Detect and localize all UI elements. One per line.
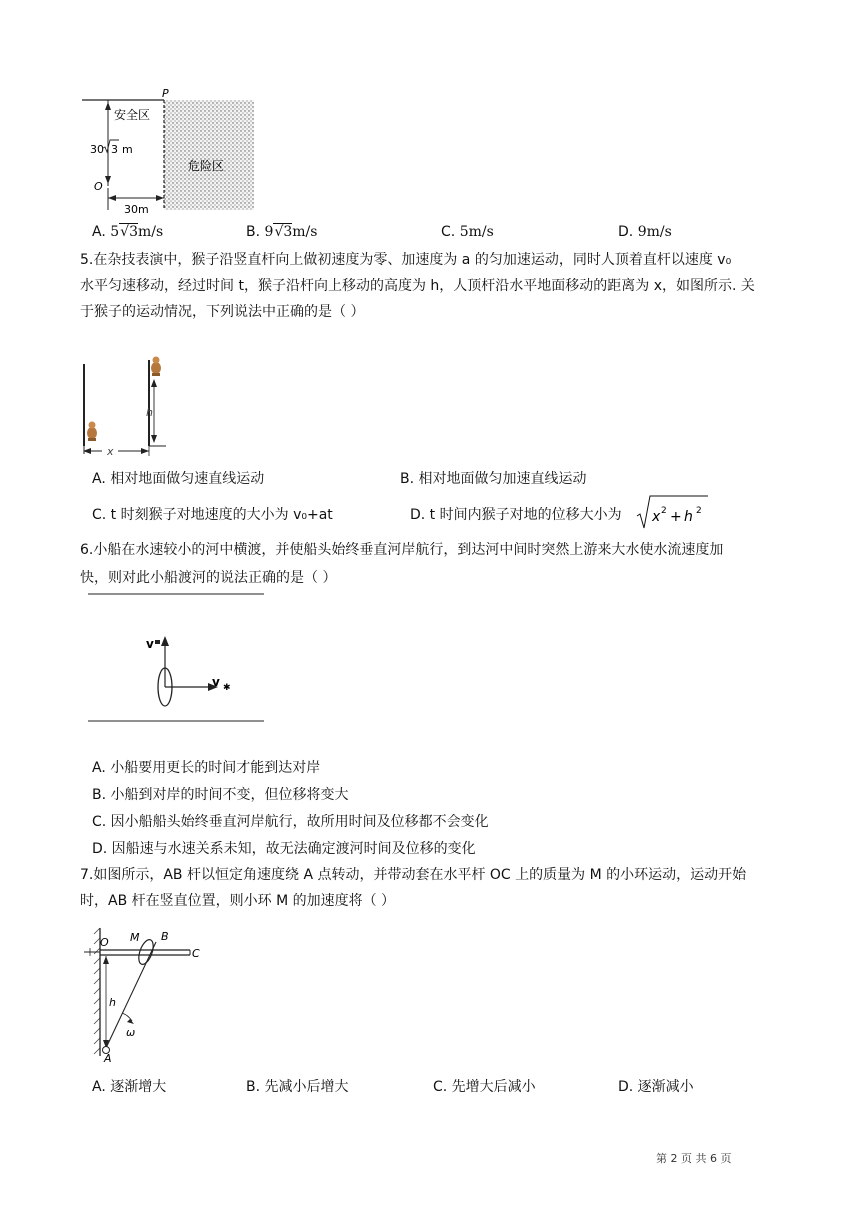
label-omega: ω	[126, 1026, 136, 1039]
q7-stem-line-1: 7.如图所示，AB 杆以恒定角速度绕 A 点转动，并带动套在水平杆 OC 上的质量为 M 的小环运动，运动开始	[80, 867, 747, 883]
q5-stem-line-2: 水平匀速移动，经过时间 t，猴子沿杆向上移动的高度为 h，人顶杆沿水平地面移动的距离为 x，如图所示. 关	[80, 278, 755, 294]
label-width: 30m	[124, 203, 149, 216]
label-c: C	[192, 947, 200, 960]
q4-option-a[interactable]: A. 5√3m/s	[92, 224, 164, 240]
q6-option-c[interactable]: C. 因小船船头始终垂直河岸航行，故所用时间及位移都不会变化	[92, 814, 489, 830]
page-number: 第 2 页 共 6 页	[656, 1152, 732, 1165]
figure-monkey-pole	[80, 354, 180, 462]
q5-option-d[interactable]: D. t 时间内猴子对地的位移大小为	[410, 507, 622, 523]
sqrt-sign-icon: √3	[274, 224, 293, 240]
figure-boat-river	[84, 590, 268, 724]
q4-option-b[interactable]: B. 9√3m/s	[246, 224, 318, 240]
label-h: h	[109, 996, 116, 1009]
svg-text:+: +	[670, 509, 682, 525]
q5-stem-line-1: 5.在杂技表演中，猴子沿竖直杆向上做初速度为零、加速度为 a 的匀加速运动，同时人顶着直杆以速度 v₀	[80, 252, 732, 268]
q7-option-d[interactable]: D. 逐渐减小	[618, 1079, 694, 1095]
label-x: x	[107, 445, 114, 458]
sqrt-sign-icon: √3	[120, 224, 138, 240]
q6-stem-line-1: 6.小船在水速较小的河中横渡，并使船头始终垂直河岸航行，到达河中间时突然上游来大水使水流速度加	[80, 542, 724, 558]
label-height-num: 30	[90, 143, 104, 156]
q6-option-b[interactable]: B. 小船到对岸的时间不变，但位移将变大	[92, 787, 349, 803]
figure-river-zones	[80, 86, 260, 216]
q5-option-a[interactable]: A. 相对地面做匀速直线运动	[92, 471, 265, 487]
svg-text:x: x	[652, 509, 661, 525]
label-o: O	[100, 936, 109, 949]
q6-option-a[interactable]: A. 小船要用更长的时间才能到达对岸	[92, 760, 321, 776]
q5-option-b[interactable]: B. 相对地面做匀加速直线运动	[400, 471, 587, 487]
figure-rotating-rod	[82, 926, 212, 1062]
label-a: A	[104, 1052, 112, 1062]
q6-stem-line-2: 快，则对此小船渡河的说法正确的是（ ）	[80, 570, 337, 586]
q7-option-b[interactable]: B. 先减小后增大	[246, 1079, 349, 1095]
svg-text:2: 2	[696, 506, 702, 516]
boat-subscript-mark	[155, 640, 160, 644]
label-m: M	[130, 931, 140, 944]
svg-text:2: 2	[661, 506, 667, 516]
formula-sqrt-x2-h2	[636, 494, 710, 532]
label-p: P	[162, 87, 169, 100]
label-o: O	[94, 180, 103, 193]
label-b: B	[161, 930, 169, 943]
label-danger-zone: 危险区	[188, 159, 225, 173]
q5-option-c[interactable]: C. t 时刻猴子对地速度的大小为 v₀+at	[92, 507, 333, 523]
q6-option-d[interactable]: D. 因船速与水速关系未知，故无法确定渡河时间及位移的变化	[92, 841, 476, 857]
label-height-rad: 3	[111, 143, 118, 156]
label-h: h	[146, 406, 153, 419]
water-subscript-mark: ✱	[223, 683, 231, 693]
q7-option-a[interactable]: A. 逐渐增大	[92, 1079, 167, 1095]
q4-option-c[interactable]: C. 5m/s	[441, 224, 494, 240]
label-height-unit: m	[122, 143, 133, 156]
q4-option-d[interactable]: D. 9m/s	[618, 224, 672, 240]
q7-stem-line-2: 时，AB 杆在竖直位置，则小环 M 的加速度将（ ）	[80, 893, 396, 909]
svg-text:h: h	[684, 509, 693, 525]
label-safe-zone: 安全区	[114, 108, 151, 122]
danger-zone-area	[164, 100, 254, 210]
monkey-top-icon	[151, 357, 161, 377]
q7-option-c[interactable]: C. 先增大后减小	[433, 1079, 536, 1095]
monkey-bottom-icon	[87, 422, 97, 442]
label-v-water: v	[212, 675, 220, 689]
label-v-boat: v	[146, 637, 154, 651]
q5-stem-line-3: 于猴子的运动情况，下列说法中正确的是（ ）	[80, 304, 365, 320]
